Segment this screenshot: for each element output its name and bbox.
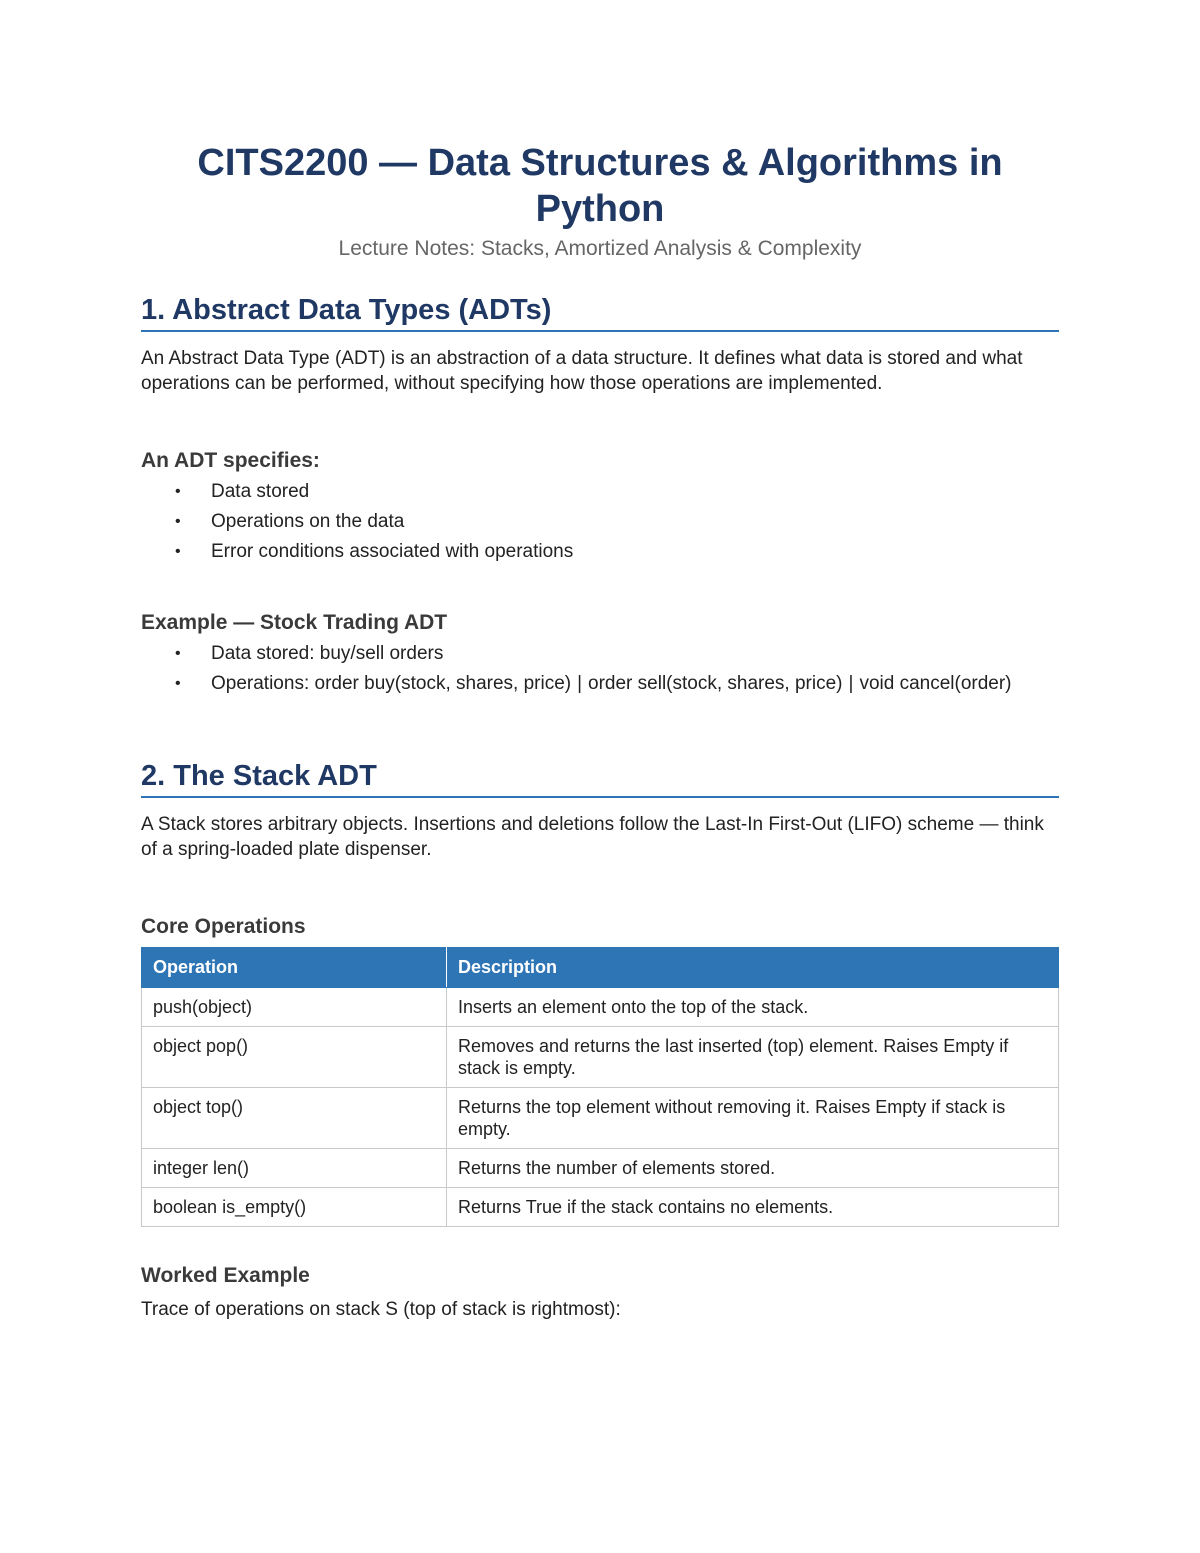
column-header-operation: Operation [142, 948, 447, 988]
description-cell: Returns True if the stack contains no elements. [447, 1188, 1059, 1227]
bullet-icon: • [175, 675, 181, 692]
table-row [142, 1188, 1059, 1227]
bullet-icon: • [175, 645, 181, 662]
table-row [142, 988, 1059, 1027]
worked-example-heading: Worked Example [141, 1264, 310, 1287]
list-item: • Operations on the data [175, 511, 405, 532]
bullet-icon: • [175, 483, 181, 500]
section-heading-stack: 2. The Stack ADT [141, 758, 1059, 798]
table-row [142, 1027, 1059, 1088]
column-header-description: Description [447, 948, 1059, 988]
adt-specifies-heading: An ADT specifies: [141, 449, 320, 472]
list-item: • Data stored [175, 481, 310, 502]
adt-intro-paragraph: An Abstract Data Type (ADT) is an abstraction of a data structure. It defines what data is stored and what operations can be performed, without specifying how those operations are implemented. [141, 348, 1023, 394]
table-row [142, 1149, 1059, 1188]
operation-cell: object top() [142, 1088, 447, 1149]
core-operations-table [141, 947, 1059, 1227]
separator: | [848, 673, 854, 694]
description-cell: Inserts an element onto the top of the stack. [447, 988, 1059, 1027]
stack-intro-paragraph: A Stack stores arbitrary objects. Insertions and deletions follow the Last-In First-Out (LIFO) scheme — think of a spring-loaded plate dispenser. [141, 814, 1044, 860]
stock-example-heading: Example — Stock Trading ADT [141, 611, 448, 634]
operation-cell: integer len() [142, 1149, 447, 1188]
description-cell: Removes and returns the last inserted (top) element. Raises Empty if stack is empty. [447, 1027, 1059, 1088]
list-item: • Error conditions associated with operations [175, 541, 574, 562]
separator: | [577, 673, 583, 694]
stock-example-list [141, 641, 1059, 696]
document-subtitle: Lecture Notes: Stacks, Amortized Analysis & Complexity [338, 237, 862, 260]
table-header-row [142, 948, 1059, 988]
section-heading-adts: 1. Abstract Data Types (ADTs) [141, 292, 1059, 332]
core-operations-heading: Core Operations [141, 915, 306, 938]
bullet-icon: • [175, 543, 181, 560]
bullet-icon: • [175, 513, 181, 530]
operation-cell: boolean is_empty() [142, 1188, 447, 1227]
document-title: CITS2200 — Data Structures & Algorithms in Python [197, 142, 1003, 230]
table-row [142, 1088, 1059, 1149]
worked-example-text: Trace of operations on stack S (top of stack is rightmost): [141, 1299, 621, 1320]
description-cell: Returns the top element without removing it. Raises Empty if stack is empty. [447, 1088, 1059, 1149]
operation-cell: object pop() [142, 1027, 447, 1088]
description-cell: Returns the number of elements stored. [447, 1149, 1059, 1188]
adt-specifies-list [141, 479, 1059, 564]
list-item: • Operations: order buy(stock, shares, price) | order sell(stock, shares, price) | void cancel(order) [175, 673, 1012, 694]
document-page [141, 140, 1059, 1322]
list-item: • Data stored: buy/sell orders [175, 643, 444, 664]
operation-cell: push(object) [142, 988, 447, 1027]
